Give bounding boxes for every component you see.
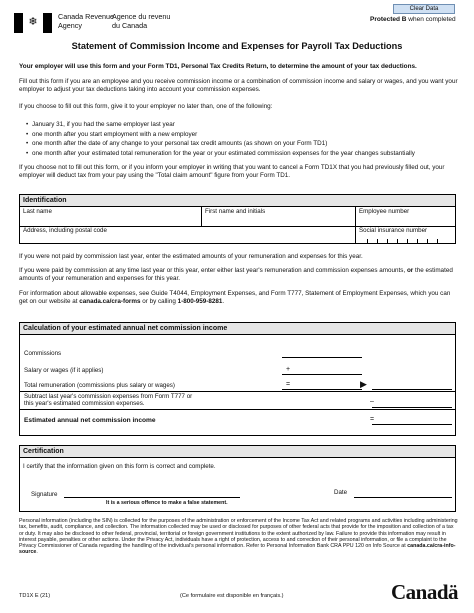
- calculation-heading: Calculation of your estimated annual net commission income: [20, 323, 455, 335]
- subtract-label-1: Subtract last year's commission expenses from Form T777 or: [24, 393, 193, 400]
- agency-name-en: [58, 13, 114, 30]
- para-info-a: For information about allowable expenses, see Guide T4044, Employment Expenses, and Form T777, Statement of Employment Expenses, which you can get on our website at: [19, 290, 451, 305]
- employee-number-field[interactable]: [357, 215, 455, 225]
- para-info-mid: or by calling: [140, 297, 178, 305]
- para-give-employer: If you choose to fill out this form, give it to your employer no later than, one of the following:: [19, 103, 273, 110]
- para-info-end: .: [222, 297, 225, 305]
- deadline-list: [26, 120, 466, 158]
- para-paid-b: the estimated amounts of your remuneration and expenses for this year.: [19, 267, 453, 282]
- commissions-label: Commissions: [24, 350, 62, 357]
- sin-field[interactable]: [357, 233, 455, 244]
- total-carry-field[interactable]: [372, 381, 452, 389]
- date-label: Date: [334, 489, 348, 496]
- arrow-icon: ▶: [360, 379, 367, 389]
- salary-label: Salary or wages (if it applies): [24, 367, 104, 374]
- privacy-text: Personal information (including the SIN) is collected for the purposes of the administration or enforcement of the Income Tax Act and related programs and activities including administering tax, benefits, audit, compliance, and collection. The information collected may be used or disclosed for purposes of other federal acts that provide for the imposition and collection of a tax or duty. It may also be disclosed to other federal, provincial, territorial or foreign government institutions to the extent authorized by law. Failure to provide this information may result in interest payable, penalties or other actions. Under the Privacy Act, individuals have a right of protection, access to and correction of their personal information, or file a complaint to the Privacy Commissioner of Canada regarding the handling of the individual's personal information. Refer to Personal Information Bank CRA PPU 120 on Info Source at: [19, 518, 458, 549]
- certify-statement: I certify that the information given on this form is correct and complete.: [23, 463, 216, 470]
- first-name-field[interactable]: [203, 215, 354, 225]
- agency-name-fr: [112, 13, 170, 30]
- plus-sign: +: [286, 366, 291, 373]
- commissions-field[interactable]: [282, 349, 362, 357]
- canada-wordmark: Canadä: [391, 580, 459, 604]
- net-income-field[interactable]: [372, 416, 452, 424]
- calculation-section: [19, 322, 456, 436]
- privacy-end: .: [36, 549, 38, 556]
- cra-forms-link[interactable]: canada.ca/cra-forms: [79, 297, 141, 305]
- address-field[interactable]: [21, 234, 354, 243]
- identification-section: [19, 194, 456, 244]
- identification-heading: Identification: [20, 195, 455, 207]
- protected-b: Protected B: [370, 16, 407, 23]
- signature-label: Signature: [31, 491, 58, 498]
- agency-fr-line2: du Canada: [112, 20, 148, 30]
- protected-suffix: when completed: [406, 16, 456, 23]
- para-paid-a: If you were paid by commission at any time last year or this year, enter either last year's remuneration and commission expenses amounts,: [19, 267, 407, 274]
- total-label: Total remuneration (commissions plus salary or wages): [24, 382, 175, 389]
- privacy-notice: [19, 518, 459, 556]
- signature-field[interactable]: [64, 488, 240, 497]
- certification-heading: Certification: [20, 446, 455, 458]
- last-name-field[interactable]: [21, 215, 200, 225]
- last-name-label: Last name: [23, 208, 52, 215]
- expenses-field[interactable]: [372, 399, 452, 407]
- salary-field[interactable]: [282, 366, 362, 374]
- para-info: [19, 290, 459, 306]
- date-field[interactable]: [354, 488, 452, 497]
- protected-label: [370, 16, 456, 24]
- phone-number: 1-800-959-8281: [177, 297, 223, 305]
- para-paid-or: or: [406, 267, 414, 274]
- para-not-paid: If you were not paid by commission last year, enter the estimated amounts of your remuneration and expenses for this year.: [19, 253, 363, 260]
- form-title: Statement of Commission Income and Expenses for Payroll Tax Deductions: [71, 41, 403, 51]
- list-item: • January 31, if you had the same employer last year: [26, 120, 466, 130]
- agency-fr-line1: Agence du revenu: [112, 12, 171, 21]
- warning-text: It is a serious offence to make a false statement.: [106, 500, 228, 506]
- net-income-label: Estimated annual net commission income: [24, 417, 156, 424]
- french-availability: (Ce formulaire est disponible en français.): [180, 593, 284, 599]
- minus-sign: –: [370, 398, 374, 405]
- agency-en-line1: Canada Revenue: [58, 12, 114, 21]
- form-id: TD1X E (21): [19, 593, 51, 599]
- subtract-label-2: this year's estimated commission expenses.: [24, 400, 145, 407]
- list-item: • one month after the date of any change to your personal tax credit amounts (as shown on your Form TD1): [26, 139, 466, 149]
- agency-en-line2: Agency: [58, 20, 82, 30]
- canada-flag-icon: ❄: [14, 13, 52, 33]
- list-item: • one month after you start employment with a new employer: [26, 130, 466, 140]
- sin-label: Social insurance number: [359, 227, 428, 234]
- total-field[interactable]: [282, 381, 362, 389]
- list-item: • one month after your estimated total remuneration for the year or your estimated commission expenses for the year changes substantially: [26, 149, 466, 159]
- equals-sign: =: [286, 381, 291, 388]
- certification-section: [19, 445, 456, 512]
- first-name-label: First name and initials: [205, 208, 266, 215]
- net-equals-sign: =: [370, 416, 375, 423]
- para-paid: [19, 267, 459, 283]
- para-not-fill: If you choose not to fill out this form, or if you inform your employer in writing that you want to cancel a Form TD1X that you had previously filled out, your employer will deduct tax from your pay using the "Total claim amount" figure from your Form TD1.: [19, 164, 445, 179]
- info-source-link[interactable]: canada.ca/cra-info-source: [19, 543, 456, 556]
- clear-data-button[interactable]: Clear Data: [393, 4, 455, 14]
- employee-number-label: Employee number: [359, 208, 410, 215]
- address-label: Address, including postal code: [23, 227, 107, 234]
- para-fill-out: Fill out this form if you are an employee and you receive commission income or a combination of commission income and salary or wages, and you want your employer to adjust your tax deductions taking into account your commission expenses.: [19, 78, 458, 93]
- intro-text: Your employer will use this form and your Form TD1, Personal Tax Credits Return, to determine the amount of your tax deductions.: [19, 63, 417, 70]
